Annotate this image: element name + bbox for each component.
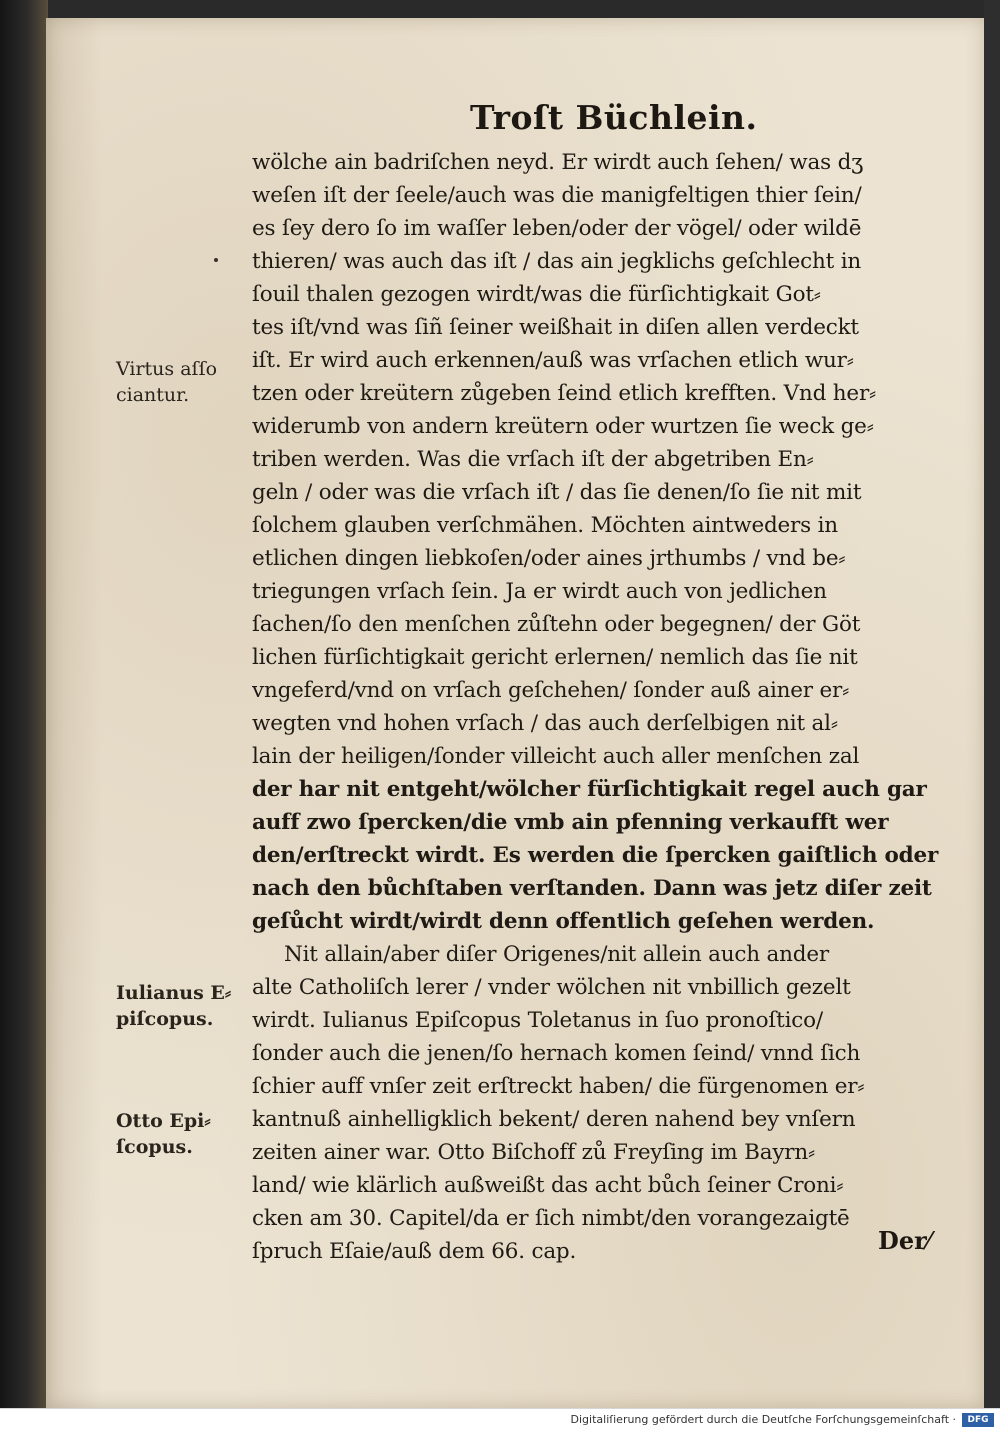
text-line: es ſey dero ſo im waſſer leben/oder der vögel/ oder wildē [252,216,862,241]
dfg-logo-icon: DFG [962,1413,994,1427]
catchword: Der⁄ [878,1226,931,1255]
text-line: ſchier auff vnſer zeit erſtreckt haben/ die fürgenomen er⸗ [252,1074,865,1099]
book-spine-edge [0,0,48,1408]
text-line: wölche ain badriſchen neyd. Er wirdt auch ſehen/ was dʒ [252,150,864,175]
text-line: lichen fürſichtigkait gericht erlernen/ nemlich das ſie nit [252,645,858,670]
margin-note-line: ſcopus. [116,1136,193,1158]
text-line: cken am 30. Capitel/da er ſich nimbt/den vorangezaigtē [252,1206,850,1231]
text-line: iſt. Er wird auch erkennen/auß was vrſachen etlich wur⸗ [252,348,854,373]
footer-bar [0,1408,1000,1432]
ink-speck [214,258,218,262]
margin-note-iulianus [116,980,246,1032]
text-line: widerumb von andern kreütern oder wurtzen ſie weck ge⸗ [252,414,874,439]
text-line: alte Catholiſch lerer / vnder wölchen nit vnbillich gezelt [252,975,851,1000]
funding-credit: Digitaliſierung gefördert durch die Deutſche Forſchungsgemeinſchaft · [570,1413,956,1426]
text-line: ſachen/ſo den menſchen zůſtehn oder begegnen/ der Göt [252,612,861,637]
text-line: triben werden. Was die vrſach iſt der abgetriben En⸗ [252,447,814,472]
margin-note-virtus [116,356,246,408]
text-line: den/erſtreckt wirdt. Es werden die ſpercken gaiſtlich oder [252,843,939,868]
text-line: lain der heiligen/ſonder villeicht auch aller menſchen zal [252,744,860,769]
text-line: nach den bůchſtaben verſtanden. Dann was jetz diſer zeit [252,876,932,901]
body-text [252,146,942,1268]
text-line: ſouil thalen gezogen wirdt/was die fürſichtigkait Got⸗ [252,282,821,307]
text-line: wegten vnd hohen vrſach / das auch derſelbigen nit al⸗ [252,711,838,736]
margin-note-otto [116,1108,246,1160]
margin-note-line: Iulianus E⸗ [116,982,232,1004]
text-line: vngeferd/vnd on vrſach geſchehen/ ſonder auß ainer er⸗ [252,678,850,703]
text-line: land/ wie klärlich außweißt das acht bůch ſeiner Croni⸗ [252,1173,844,1198]
text-line: kantnuß ainhelligklich bekent/ deren nahend bey vnſern [252,1107,856,1132]
text-line: ſpruch Eſaie/auß dem 66. cap. [252,1239,577,1264]
text-line: Nit allain/aber diſer Origenes/nit allein auch ander [284,942,829,967]
text-line: etlichen dingen liebkoſen/oder aines jrthumbs / vnd be⸗ [252,546,846,571]
scan-right-edge [984,0,1000,1408]
margin-note-line: Otto Epi⸗ [116,1110,211,1132]
text-line: tes iſt/vnd was ſiñ ſeiner weißhait in diſen allen verdeckt [252,315,859,340]
running-head: Troſt Büchlein. [470,98,758,137]
text-line: wirdt. Iulianus Epiſcopus Toletanus in ſuo pronoſtico/ [252,1008,823,1033]
text-line: ſonder auch die jenen/ſo hernach komen ſeind/ vnnd ſich [252,1041,861,1066]
text-line: der har nit entgeht/wölcher fürſichtigkait regel auch gar [252,777,927,802]
margin-note-line: Virtus aſſo [116,358,218,380]
text-line: thieren/ was auch das iſt / das ain jegklichs geſchlecht in [252,249,862,274]
margin-note-line: ciantur. [116,384,190,406]
text-line: auff zwo ſpercken/die vmb ain pfenning verkaufft wer [252,810,889,835]
text-line: triegungen vrſach ſein. Ja er wirdt auch von jedlichen [252,579,827,604]
text-line: ſolchem glauben verſchmähen. Möchten aintweders in [252,513,838,538]
text-line: tzen oder kreütern zůgeben ſeind etlich krefften. Vnd her⸗ [252,381,876,406]
text-line: geſůcht wirdt/wirdt denn offentlich geſehen werden. [252,909,875,934]
text-line: geln / oder was die vrſach iſt / das ſie denen/ſo ſie nit mit [252,480,862,505]
text-line: zeiten ainer war. Otto Biſchoff zů Freyſing im Bayrn⸗ [252,1140,815,1165]
text-line: weſen iſt der ſeele/auch was die manigfeltigen thier ſein/ [252,183,862,208]
margin-note-line: piſcopus. [116,1008,214,1030]
